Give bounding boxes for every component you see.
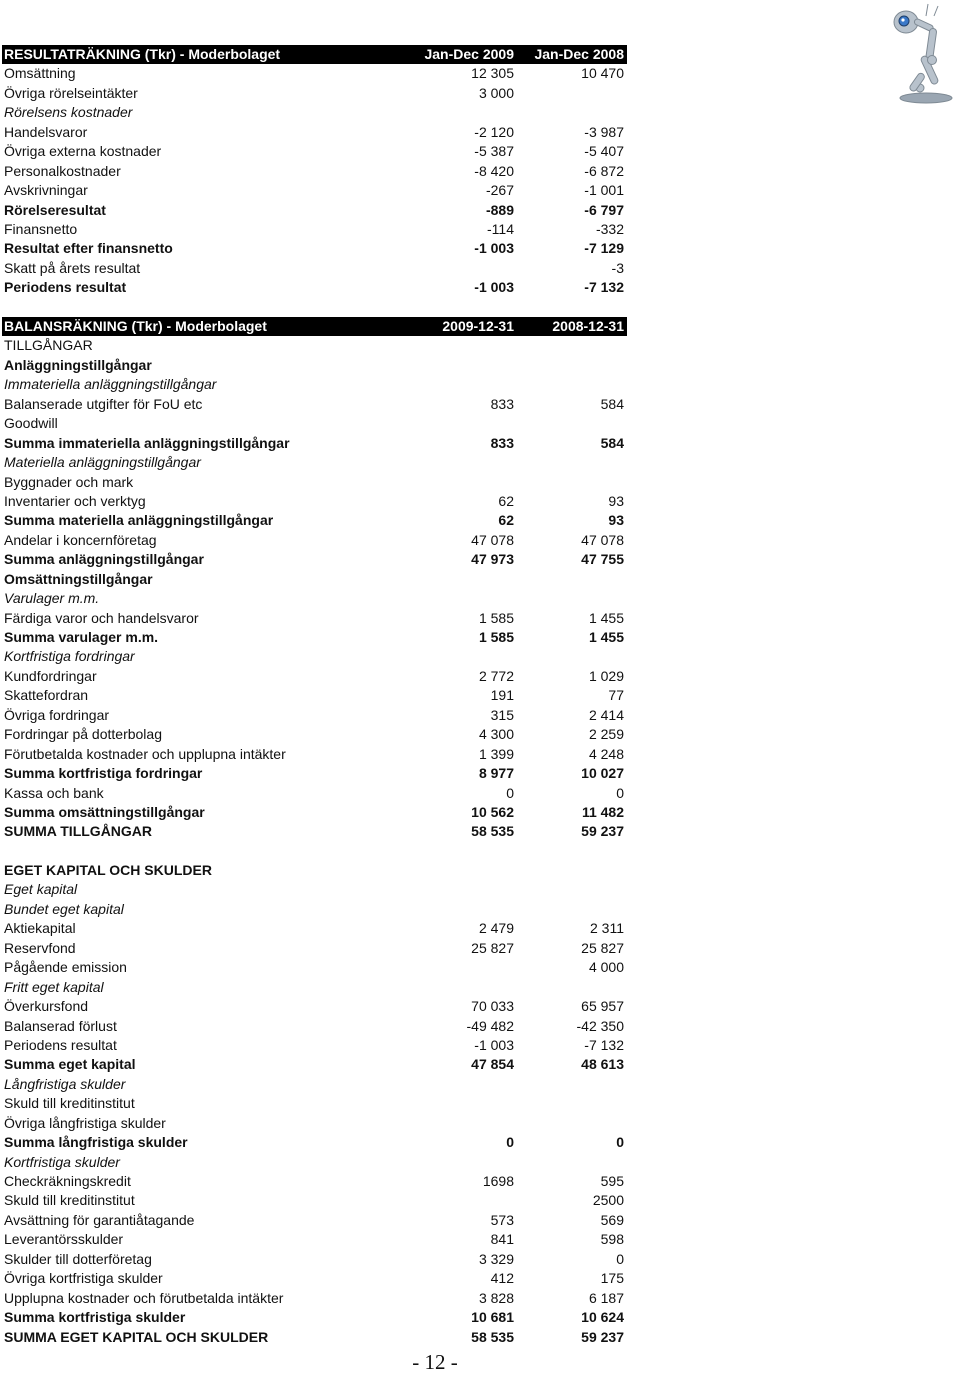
- header-col1: Jan-Dec 2009: [424, 46, 514, 62]
- table-row: [2, 434, 627, 453]
- row-value-col2: -5 407: [584, 143, 624, 160]
- row-value-col1: -2 120: [474, 123, 514, 140]
- row-label: Kundfordringar: [4, 667, 97, 684]
- table-row: [2, 880, 627, 899]
- row-value-col1: 58 535: [471, 1328, 514, 1345]
- row-value-col1: [394, 958, 514, 977]
- table-row: [2, 978, 627, 997]
- table-row: [2, 1250, 627, 1269]
- table-row: [2, 725, 627, 744]
- row-value-col2: -3 987: [584, 123, 624, 140]
- row-label: Inventarier och verktyg: [4, 492, 146, 509]
- row-value-col2: 584: [600, 395, 624, 412]
- row-value-col1: 833: [490, 434, 514, 451]
- row-value-col1: 573: [490, 1211, 514, 1228]
- table-row: [2, 1230, 627, 1249]
- row-value-col2: 2 414: [588, 706, 624, 723]
- row-value-col1: [394, 453, 514, 472]
- table-row: [2, 1036, 627, 1055]
- table-row: [2, 84, 627, 103]
- row-value-col1: 8 977: [478, 765, 514, 782]
- row-value-col1: 47 078: [471, 531, 514, 548]
- row-value-col2: -332: [595, 220, 624, 237]
- row-value-col2: [514, 414, 627, 433]
- table-row: [2, 531, 627, 550]
- table-row: [2, 1328, 627, 1347]
- row-label: Skatt på årets resultat: [4, 259, 141, 276]
- row-label: Summa anläggningstillgångar: [4, 551, 204, 568]
- row-label: Skuld till kreditinstitut: [4, 1192, 135, 1209]
- row-label: Resultat efter finansnetto: [4, 240, 173, 257]
- row-label: Avskrivningar: [4, 182, 88, 199]
- income-statement-header: [2, 45, 627, 64]
- row-value-col1: 62: [498, 492, 514, 509]
- row-label: Immateriella anläggningstillgångar: [4, 376, 217, 393]
- row-value-col2: 569: [600, 1211, 624, 1228]
- row-label: Omsättningstillgångar: [4, 570, 153, 587]
- row-label: Skulder till dotterföretag: [4, 1250, 152, 1267]
- row-value-col2: 59 237: [581, 823, 624, 840]
- row-value-col2: -6 872: [584, 162, 624, 179]
- row-label: Rörelseresultat: [4, 201, 106, 218]
- table-row: [2, 414, 627, 433]
- table-row: [2, 997, 627, 1016]
- row-value-col1: [394, 1075, 514, 1094]
- row-value-col2: 1 455: [588, 609, 624, 626]
- table-row: [2, 1191, 627, 1210]
- row-value-col2: 2 311: [590, 920, 624, 937]
- row-value-col2: -1 001: [584, 182, 624, 199]
- table-row: [2, 1017, 627, 1036]
- row-label: Summa kortfristiga skulder: [4, 1309, 186, 1326]
- row-value-col1: -49 482: [466, 1017, 514, 1034]
- table-row: [2, 784, 627, 803]
- table-row: [2, 1075, 627, 1094]
- row-value-col1: -1 003: [474, 1036, 514, 1053]
- table-row: [2, 1133, 627, 1152]
- row-label: Övriga långfristiga skulder: [4, 1114, 166, 1131]
- row-value-col1: 2 479: [478, 920, 514, 937]
- table-row: [2, 919, 627, 938]
- row-value-col1: -8 420: [474, 162, 514, 179]
- row-label: Personalkostnader: [4, 162, 121, 179]
- robot-lamp-icon: [890, 2, 958, 106]
- row-value-col1: 25 827: [471, 939, 514, 956]
- row-value-col1: -889: [485, 201, 514, 218]
- table-row: [2, 628, 627, 647]
- row-value-col1: [394, 1114, 514, 1133]
- table-row: [2, 667, 627, 686]
- balance-sheet-table: [2, 317, 627, 842]
- row-value-col1: [394, 473, 514, 492]
- table-row: [2, 239, 627, 258]
- row-label: Skuld till kreditinstitut: [4, 1095, 135, 1112]
- row-value-col1: [394, 900, 514, 919]
- table-row: [2, 745, 627, 764]
- table-row: [2, 686, 627, 705]
- row-value-col1: -114: [487, 220, 514, 237]
- row-value-col2: 4 000: [588, 959, 624, 976]
- table-row: [2, 706, 627, 725]
- row-value-col1: [394, 356, 514, 375]
- row-value-col2: [514, 861, 627, 880]
- row-label: Färdiga varor och handelsvaror: [4, 609, 199, 626]
- row-value-col2: 175: [600, 1270, 624, 1287]
- row-value-col1: [394, 1153, 514, 1172]
- row-value-col2: [514, 84, 627, 103]
- row-value-col2: 6 187: [588, 1289, 624, 1306]
- table-row: [2, 123, 627, 142]
- table-row: [2, 1153, 627, 1172]
- row-label: Varulager m.m.: [4, 590, 100, 607]
- row-value-col1: 10 681: [471, 1309, 514, 1326]
- page-number: - 12 -: [412, 1350, 458, 1374]
- row-value-col2: 10 624: [581, 1309, 624, 1326]
- row-value-col2: 595: [600, 1173, 624, 1189]
- row-value-col1: 47 854: [471, 1056, 514, 1073]
- row-label: Förutbetalda kostnader och upplupna intäkter: [4, 745, 286, 762]
- row-label: Anläggningstillgångar: [4, 356, 152, 373]
- table-row: [2, 1172, 627, 1191]
- income-statement-table: [2, 45, 627, 298]
- table-row: [2, 939, 627, 958]
- table-row: [2, 375, 627, 394]
- row-value-col1: [394, 589, 514, 608]
- row-value-col1: 58 535: [471, 823, 514, 840]
- row-value-col2: [514, 1114, 627, 1133]
- row-value-col2: 77: [608, 687, 624, 704]
- row-value-col2: [514, 570, 627, 589]
- table-row: [2, 220, 627, 239]
- row-label: Övriga rörelseintäkter: [4, 84, 138, 101]
- row-value-col2: [514, 375, 627, 394]
- row-label: Fordringar på dotterbolag: [4, 726, 162, 743]
- table-row: [2, 822, 627, 841]
- table-row: [2, 278, 627, 297]
- table-row: [2, 550, 627, 569]
- row-value-col2: [514, 1094, 627, 1113]
- row-label: Långfristiga skulder: [4, 1075, 126, 1092]
- row-label: Summa immateriella anläggningstillgångar: [4, 434, 290, 451]
- table-row: [2, 900, 627, 919]
- row-label: Övriga fordringar: [4, 706, 110, 723]
- row-value-col2: [514, 103, 627, 122]
- row-value-col2: [514, 1153, 627, 1172]
- row-value-col1: [394, 103, 514, 122]
- header-col2: 2008-12-31: [552, 318, 624, 334]
- row-label: Summa kortfristiga fordringar: [4, 765, 203, 782]
- row-value-col1: [394, 1094, 514, 1113]
- row-value-col2: -7 129: [584, 240, 624, 257]
- row-value-col2: [514, 356, 627, 375]
- row-label: Materiella anläggningstillgångar: [4, 454, 201, 471]
- table-row: [2, 1094, 627, 1113]
- table-row: [2, 1308, 627, 1327]
- table-row: [2, 395, 627, 414]
- equity-liabilities-table: [2, 861, 627, 1347]
- table-row: [2, 453, 627, 472]
- row-value-col1: -1 003: [474, 279, 514, 296]
- row-value-col2: 598: [600, 1231, 624, 1248]
- row-value-col1: [394, 375, 514, 394]
- row-value-col1: 2 772: [478, 667, 514, 684]
- row-label: Övriga externa kostnader: [4, 143, 162, 160]
- row-value-col1: 12 305: [471, 65, 514, 82]
- table-row: [2, 142, 627, 161]
- row-label: Goodwill: [4, 415, 58, 432]
- row-value-col2: [514, 900, 627, 919]
- row-label: TILLGÅNGAR: [4, 337, 93, 354]
- row-value-col2: -3: [611, 259, 624, 276]
- row-value-col1: 3 828: [478, 1289, 514, 1306]
- row-value-col2: 47 078: [581, 531, 624, 548]
- row-value-col1: 1698: [482, 1173, 514, 1189]
- row-value-col2: 0: [616, 784, 624, 801]
- row-label: Pågående emission: [4, 959, 127, 976]
- row-value-col1: -5 387: [474, 143, 514, 160]
- balance-sheet-header: [2, 317, 627, 336]
- row-value-col2: 0: [616, 1250, 624, 1267]
- row-value-col2: [514, 978, 627, 997]
- table-row: [2, 336, 627, 355]
- table-row: [2, 609, 627, 628]
- row-label: SUMMA TILLGÅNGAR: [4, 823, 153, 840]
- row-value-col1: [394, 1191, 514, 1210]
- table-row: [2, 492, 627, 511]
- row-label: Överkursfond: [4, 998, 89, 1015]
- row-label: Leverantörsskulder: [4, 1231, 124, 1248]
- table-row: [2, 181, 627, 200]
- table-row: [2, 356, 627, 375]
- row-value-col1: [394, 880, 514, 899]
- row-value-col2: 93: [608, 512, 624, 529]
- row-label: Summa omsättningstillgångar: [4, 803, 205, 820]
- row-label: Handelsvaror: [4, 123, 88, 140]
- table-row: [2, 1289, 627, 1308]
- row-value-col1: 841: [490, 1231, 514, 1248]
- row-value-col2: 11 482: [581, 803, 624, 820]
- table-row: [2, 589, 627, 608]
- row-value-col2: 10 470: [581, 65, 624, 82]
- row-label: Summa varulager m.m.: [4, 629, 159, 645]
- row-value-col1: 62: [498, 512, 514, 529]
- row-value-col1: 3 000: [478, 84, 514, 101]
- table-row: [2, 570, 627, 589]
- table-row: [2, 103, 627, 122]
- row-label: Kortfristiga fordringar: [4, 648, 135, 665]
- row-value-col1: 70 033: [471, 998, 514, 1015]
- header-col2: Jan-Dec 2008: [534, 46, 624, 62]
- row-label: EGET KAPITAL OCH SKULDER: [4, 862, 212, 878]
- row-value-col2: -7 132: [584, 1036, 624, 1053]
- table-row: [2, 1211, 627, 1230]
- row-value-col1: 315: [490, 706, 514, 723]
- row-value-col2: [514, 647, 627, 666]
- row-label: Kassa och bank: [4, 784, 104, 801]
- row-value-col2: [514, 589, 627, 608]
- row-label: Eget kapital: [4, 881, 78, 898]
- row-value-col2: -7 132: [584, 279, 624, 296]
- row-value-col1: 4 300: [478, 726, 514, 743]
- row-value-col1: -1 003: [474, 240, 514, 257]
- table-row: [2, 803, 627, 822]
- row-value-col2: 25 827: [581, 939, 624, 956]
- table-row: [2, 1269, 627, 1288]
- row-value-col1: 1 585: [478, 629, 514, 645]
- row-label: Finansnetto: [4, 220, 78, 237]
- row-value-col2: 10 027: [581, 765, 624, 782]
- row-value-col1: [394, 647, 514, 666]
- row-value-col1: 0: [506, 784, 514, 801]
- table-row: [2, 764, 627, 783]
- row-label: Avsättning för garantiåtagande: [4, 1211, 195, 1228]
- row-label: Bundet eget kapital: [4, 900, 124, 917]
- row-label: Byggnader och mark: [4, 473, 134, 490]
- table-row: [2, 259, 627, 278]
- income-statement-rows: [2, 64, 627, 297]
- row-label: Skattefordran: [4, 687, 89, 704]
- table-row: [2, 162, 627, 181]
- row-value-col2: [514, 453, 627, 472]
- row-label: Kortfristiga skulder: [4, 1153, 120, 1170]
- row-value-col1: [394, 978, 514, 997]
- row-label: Övriga kortfristiga skulder: [4, 1270, 163, 1287]
- row-value-col2: 2500: [592, 1192, 624, 1209]
- table-row: [2, 647, 627, 666]
- row-label: Balanserad förlust: [4, 1017, 117, 1034]
- row-value-col1: [394, 570, 514, 589]
- table-row: [2, 861, 627, 880]
- row-value-col2: 1 455: [588, 629, 624, 645]
- row-value-col1: 412: [490, 1270, 514, 1287]
- row-value-col2: [514, 880, 627, 899]
- row-value-col2: [514, 473, 627, 492]
- table-row: [2, 473, 627, 492]
- row-value-col2: 48 613: [581, 1056, 624, 1073]
- row-value-col1: [394, 336, 514, 355]
- row-value-col1: 833: [490, 395, 514, 412]
- balance-sheet-rows: [2, 336, 627, 841]
- row-value-col1: [394, 414, 514, 433]
- header-label: BALANSRÄKNING (Tkr) - Moderbolaget: [4, 318, 267, 334]
- table-row: [2, 1055, 627, 1074]
- row-value-col1: [394, 861, 514, 880]
- row-value-col2: 2 259: [588, 726, 624, 743]
- table-row: [2, 1114, 627, 1133]
- row-value-col1: 10 562: [471, 803, 514, 820]
- row-value-col1: [394, 259, 514, 278]
- row-value-col2: 93: [608, 492, 624, 509]
- row-value-col2: 47 755: [581, 551, 624, 568]
- row-value-col1: -267: [485, 182, 514, 199]
- row-value-col2: [514, 1075, 627, 1094]
- row-value-col2: -6 797: [584, 201, 624, 218]
- row-value-col2: 584: [600, 434, 624, 451]
- header-col1: 2009-12-31: [442, 318, 514, 334]
- row-value-col2: 65 957: [581, 998, 624, 1015]
- row-value-col2: -42 350: [576, 1017, 624, 1034]
- row-value-col2: 1 029: [588, 667, 624, 684]
- row-label: Checkräkningskredit: [4, 1173, 131, 1189]
- row-value-col1: 191: [490, 687, 514, 704]
- row-label: Rörelsens kostnader: [4, 104, 133, 121]
- table-row: [2, 64, 627, 83]
- row-label: Omsättning: [4, 65, 76, 82]
- row-label: Balanserade utgifter för FoU etc: [4, 395, 203, 412]
- row-value-col1: 1 399: [478, 745, 514, 762]
- row-label: Upplupna kostnader och förutbetalda intäkter: [4, 1289, 284, 1306]
- row-value-col2: [514, 336, 627, 355]
- row-value-col2: 59 237: [581, 1328, 624, 1345]
- row-label: Summa långfristiga skulder: [4, 1134, 188, 1151]
- row-value-col1: 47 973: [471, 551, 514, 568]
- row-label: Periodens resultat: [4, 1036, 117, 1053]
- row-value-col1: 1 585: [478, 609, 514, 626]
- row-label: SUMMA EGET KAPITAL OCH SKULDER: [4, 1328, 269, 1345]
- row-value-col2: 4 248: [588, 745, 624, 762]
- row-label: Andelar i koncernföretag: [4, 531, 157, 548]
- row-label: Aktiekapital: [4, 920, 76, 937]
- table-row: [2, 958, 627, 977]
- row-label: Periodens resultat: [4, 279, 127, 296]
- equity-liabilities-rows: [2, 861, 627, 1347]
- row-label: Fritt eget kapital: [4, 978, 104, 995]
- row-value-col2: 0: [616, 1134, 624, 1151]
- header-label: RESULTATRÄKNING (Tkr) - Moderbolaget: [4, 46, 281, 62]
- row-label: Summa materiella anläggningstillgångar: [4, 512, 274, 529]
- table-row: [2, 511, 627, 530]
- row-label: Summa eget kapital: [4, 1056, 136, 1073]
- table-row: [2, 201, 627, 220]
- row-label: Reservfond: [4, 939, 76, 956]
- row-value-col1: 0: [506, 1134, 514, 1151]
- row-value-col1: 3 329: [478, 1250, 514, 1267]
